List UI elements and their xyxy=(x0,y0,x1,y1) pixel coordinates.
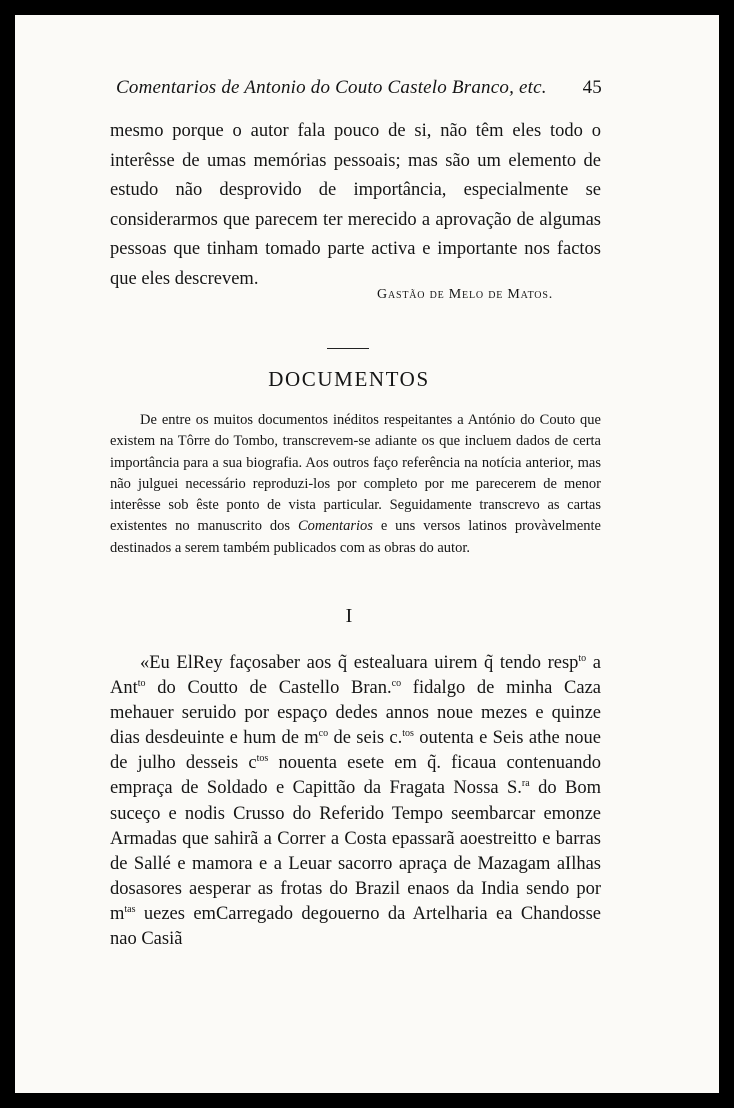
doc-text: outenta e Seis athe noue de julho desseis c xyxy=(110,728,601,774)
doc-text: de seis c. xyxy=(328,728,403,749)
intro-paragraph xyxy=(110,410,601,559)
doc-abbrev-sup: co xyxy=(391,677,402,689)
section-divider xyxy=(327,348,369,349)
author-signature: Gastão de Melo de Matos. xyxy=(377,287,553,302)
document-transcription xyxy=(110,651,601,952)
running-title: Comentarios de Antonio do Couto Castelo Branco, etc. xyxy=(116,77,547,98)
document-page xyxy=(15,15,719,1093)
doc-abbrev-sup: to xyxy=(578,652,587,664)
doc-text: nouenta esete em q̃. ficaua contenuando empraça de Soldado e Capittão da Fragata Nossa S. xyxy=(110,753,601,799)
page-number: 45 xyxy=(582,77,602,98)
doc-abbrev-sup: co xyxy=(318,728,329,740)
intro-text-2: e uns versos latinos provàvelmente destinados a serem também publicados com as obras do autor. xyxy=(110,518,601,556)
running-header xyxy=(116,77,602,99)
doc-abbrev-sup: tos xyxy=(402,728,414,740)
doc-text: do Coutto de Castello Bran. xyxy=(145,678,392,699)
intro-italic-title: Comentarios xyxy=(297,518,373,535)
doc-abbrev-sup: ra xyxy=(521,778,530,790)
doc-text: uezes emCarregado degouerno da Artelharia ea Chandosse nao Casiã xyxy=(110,903,601,950)
intro-text-1: De entre os muitos documentos inéditos respeitantes a António do Couto que existem na Tôrre do Tombo, transcrevem-se adiante os que incluem dados de certa importância para a sua biografia. Aos outros faço referência na notícia anterior, mas não julguei necessário reproduzi-los por completo por me parecerem de menor interêsse sob êste ponto de vista particular. Seguidamente transcrevo as cartas existentes no manuscrito dos xyxy=(110,412,601,535)
paragraph-continuation: mesmo porque o autor fala pouco de si, não têm eles todo o interêsse de umas memórias pessoais; mas são um elemento de estudo não desprovido de importância, especialmente se considerarmos que parecem ter merecido a aprovação de algumas pessoas que tinham tomado parte activa e importante nos factos que eles descrevem. xyxy=(110,121,601,289)
doc-text: fidalgo de minha Caza mehauer seruido por espaço dedes annos noue mezes e quinze dias desdeuinte e hum de m xyxy=(110,678,601,749)
doc-abbrev-sup: tos xyxy=(256,753,269,765)
doc-abbrev-sup: to xyxy=(137,677,146,689)
document-number: I xyxy=(345,605,353,627)
doc-text: a Ant xyxy=(110,653,601,699)
doc-text: do Bom suceço e nodis Crusso do Referido Tempo seembarcar emonze Armadas que sahirã a Correr a Costa epassarã aoestreitto e barras de Sallé e mamora e a Leuar sacorro apraça de Mazagam aIlhas dosasores aesperar as frotas do Brazil enaos da India sendo por m xyxy=(110,778,601,924)
doc-text: «Eu ElRey façosaber aos q̃ estealuara uirem q̃ tendo resp xyxy=(140,653,579,673)
section-title: DOCUMENTOS xyxy=(268,367,430,391)
doc-abbrev-sup: tas xyxy=(124,903,136,915)
